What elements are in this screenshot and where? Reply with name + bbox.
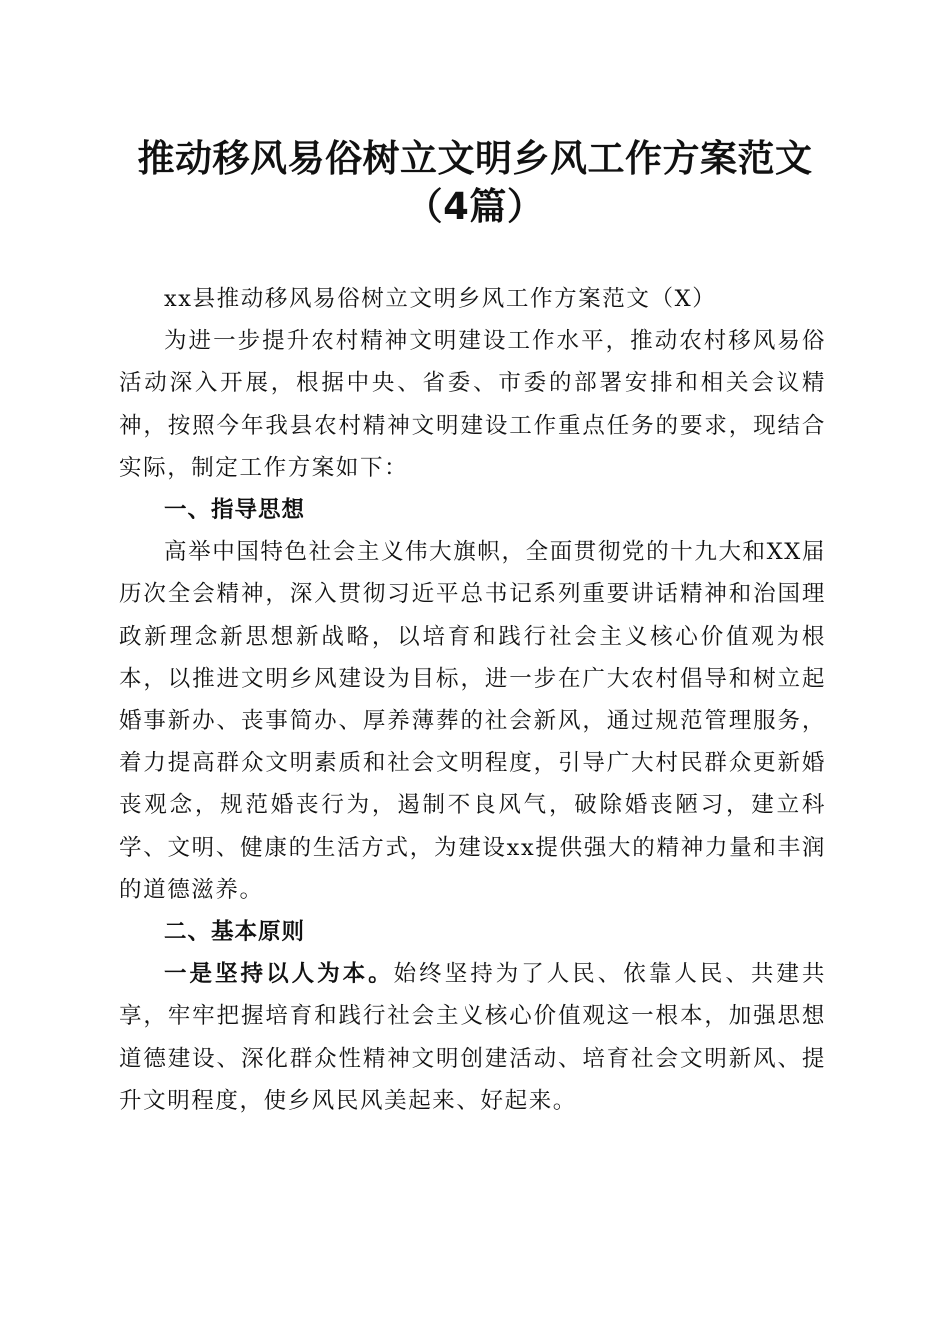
document-subtitle: xx县推动移风易俗树立文明乡风工作方案范文（X） — [164, 286, 717, 312]
intro-paragraph: 为进一步提升农村精神文明建设工作水平，推动农村移风易俗活动深入开展，根据中央、省委、市委的部署安排和相关会议精神，按照今年我县农村精神文明建设工作重点任务的要求，现结合实际，制定工作方案如下： — [119, 328, 826, 481]
section-heading-guiding-ideology: 一、指导思想 — [164, 497, 306, 524]
document-title: 推动移风易俗树立文明乡风工作方案范文（4篇） — [137, 137, 813, 228]
document-body — [119, 278, 826, 1122]
principle-text: 始终坚持为了人民、依靠人民、共建共享，牢牢把握培育和践行社会主义核心价值观这一根本，加强思想道德建设、深化群众性精神文明创建活动、培育社会文明新风、提升文明程度，使乡风民风美起来、好起来。 — [119, 961, 827, 1114]
section-paragraph-basic-principles — [119, 953, 826, 1122]
section-paragraph-guiding-ideology: 高举中国特色社会主义伟大旗帜，全面贯彻党的十九大和XX届历次全会精神，深入贯彻习近平总书记系列重要讲话精神和治国理政新理念新思想新战略，以培育和践行社会主义核心价值观为根本，以推进文明乡风建设为目标，进一步在广大农村倡导和树立起婚事新办、丧事简办、厚养薄葬的社会新风，通过规范管理服务，着力提高群众文明素质和社会文明程度，引导广大村民群众更新婚丧观念，规范婚丧行为，遏制不良风气，破除婚丧陋习，建立科学、文明、健康的生活方式，为建设xx提供强大的精神力量和丰润的道德滋养。 — [119, 539, 826, 903]
principle-lead: 一是坚持以人为本。 — [164, 961, 394, 988]
section-heading-basic-principles: 二、基本原则 — [164, 919, 306, 946]
